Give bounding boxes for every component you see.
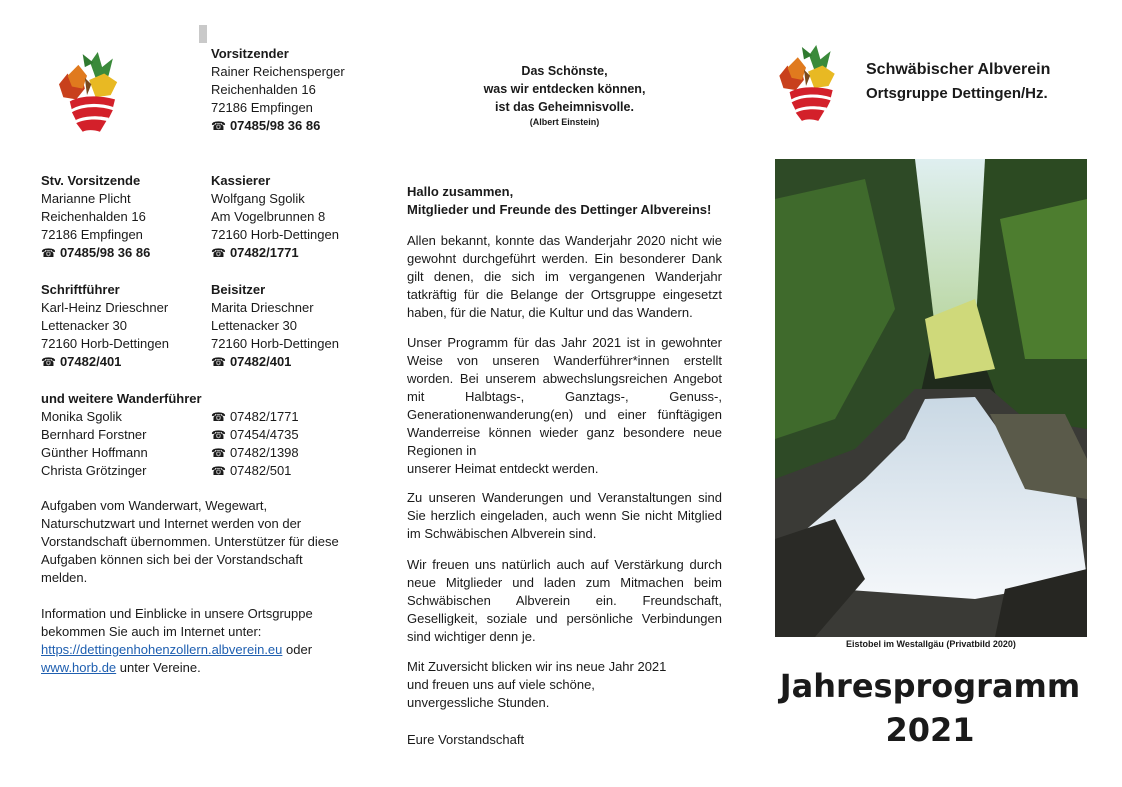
guide-name: Christa Grötzinger — [41, 463, 147, 478]
albverein-logo — [52, 52, 122, 136]
chair-street: Reichenhalden 16 — [211, 82, 316, 97]
vice-street: Reichenhalden 16 — [41, 209, 146, 224]
info-horb-line — [41, 659, 201, 677]
secretary-city: 72160 Horb-Dettingen — [41, 336, 169, 351]
guide-phone: ☎ 07482/1398 — [211, 444, 299, 462]
text-cursor — [199, 25, 207, 43]
vice-city: 72186 Empfingen — [41, 227, 143, 242]
quote-line: ist das Geheimnisvolle. — [495, 100, 634, 114]
info-line: bekommen Sie auch im Internet unter: — [41, 624, 262, 639]
info-line: Information und Einblicke in unsere Ortsgruppe — [41, 606, 313, 621]
letter-paragraph-1: Allen bekannt, konnte das Wanderjahr 2020 nicht wie gewohnt durchgeführt werden. Ein besonderer Dank gilt denen, die sich im vergangenen Wanderjahr tatkräftig für die Belange der Ortsgruppe eingesetzt haben, für die Natur, die Kultur und das Wandern. — [407, 233, 722, 320]
info-suffix: unter Vereine. — [116, 660, 201, 675]
guide-name: Günther Hoffmann — [41, 445, 148, 460]
org-subtitle: Ortsgruppe Dettingen/Hz. — [866, 85, 1048, 102]
treasurer-city: 72160 Horb-Dettingen — [211, 227, 339, 242]
tasks-line: Aufgaben vom Wanderwart, Wegewart, — [41, 498, 268, 513]
org-name: Schwäbischer Albverein — [866, 61, 1051, 78]
signature: Eure Vorstandschaft — [407, 732, 525, 747]
tasks-line: Vorstandschaft übernommen. Unterstützer für diese — [41, 534, 339, 549]
info-links-line — [41, 641, 312, 659]
vice-title: Stv. Vorsitzende — [41, 173, 141, 188]
tasks-line: Naturschutzwart und Internet werden von der — [41, 516, 302, 531]
chair-phone: ☎ 07485/98 36 86 — [211, 117, 320, 135]
closing-line: und freuen uns auf viele schöne, — [407, 677, 595, 692]
tasks-line: Aufgaben können sich bei der Vorstandschaft — [41, 552, 303, 567]
waterfall-photo — [775, 159, 1087, 637]
greeting-line: Mitglieder und Freunde des Dettinger Albvereins! — [407, 202, 712, 217]
greeting-line: Hallo zusammen, — [407, 184, 514, 199]
quote-line: was wir entdecken können, — [483, 82, 646, 96]
chair-city: 72186 Empfingen — [211, 100, 313, 115]
letter-paragraph-4: Wir freuen uns natürlich auch auf Verstärkung durch neue Mitglieder und laden zum Mitmachen beim Schwäbischen Albverein ein. Freundschaft, Geselligkeit, soziale und persönliche Verbindungen sind wichtiger denn je. — [407, 557, 722, 644]
closing-line: Mit Zuversicht blicken wir ins neue Jahr 2021 — [407, 659, 667, 674]
letter-paragraph-2b: unserer Heimat entdeckt werden. — [407, 461, 599, 476]
treasurer-name: Wolfgang Sgolik — [211, 191, 305, 206]
guide-phone: ☎ 07482/1771 — [211, 408, 299, 426]
guides-title: und weitere Wanderführer — [41, 391, 202, 406]
horb-link[interactable]: www.horb.de — [41, 660, 117, 675]
chair-name: Rainer Reichensperger — [211, 64, 345, 79]
quote-author: (Albert Einstein) — [529, 117, 600, 127]
closing-line: unvergessliche Stunden. — [407, 695, 550, 710]
guide-phone: ☎ 07482/501 — [211, 462, 291, 480]
treasurer-title: Kassierer — [211, 173, 271, 188]
assessor-name: Marita Drieschner — [211, 300, 314, 315]
chair-title: Vorsitzender — [211, 46, 289, 61]
vice-phone: ☎ 07485/98 36 86 — [41, 244, 150, 262]
vice-name: Marianne Plicht — [41, 191, 131, 206]
guide-name: Bernhard Forstner — [41, 427, 147, 442]
secretary-street: Lettenacker 30 — [41, 318, 128, 333]
program-year: 2021 — [885, 711, 975, 749]
secretary-phone: ☎ 07482/401 — [41, 353, 121, 371]
assessor-city: 72160 Horb-Dettingen — [211, 336, 339, 351]
albverein-logo — [773, 45, 839, 125]
guide-name: Monika Sgolik — [41, 409, 122, 424]
albverein-link[interactable]: https://dettingenhohenzollern.albverein.eu — [41, 642, 283, 657]
photo-caption: Eistobel im Westallgäu (Privatbild 2020) — [846, 639, 1016, 649]
letter-paragraph-2 — [407, 334, 722, 478]
assessor-street: Lettenacker 30 — [211, 318, 298, 333]
assessor-phone: ☎ 07482/401 — [211, 353, 291, 371]
letter-paragraph-3: Zu unseren Wanderungen und Veranstaltungen sind Sie herzlich eingeladen, auch wenn Sie nicht Mitglied im Schwäbischen Albverein sind. — [407, 490, 722, 541]
secretary-name: Karl-Heinz Drieschner — [41, 300, 169, 315]
treasurer-street: Am Vogelbrunnen 8 — [211, 209, 326, 224]
tasks-line: melden. — [41, 570, 88, 585]
quote-line: Das Schönste, — [521, 64, 608, 78]
info-oder: oder — [282, 642, 313, 657]
assessor-title: Beisitzer — [211, 282, 266, 297]
program-title: Jahresprogramm — [779, 667, 1081, 705]
treasurer-phone: ☎ 07482/1771 — [211, 244, 299, 262]
letter-paragraph-2a: Unser Programm für das Jahr 2021 ist in gewohnter Weise von unseren Wanderführer*innen erstellt worden. Bei unserem abwechslungsreichen Angebot mit Halbtags-, Ganztags-, Genuss-, Generationenwanderung(en) und einer fünftägigen Wanderreise können wieder ganz besondere neue Regionen in — [407, 335, 722, 458]
guide-phone: ☎ 07454/4735 — [211, 426, 299, 444]
secretary-title: Schriftführer — [41, 282, 120, 297]
